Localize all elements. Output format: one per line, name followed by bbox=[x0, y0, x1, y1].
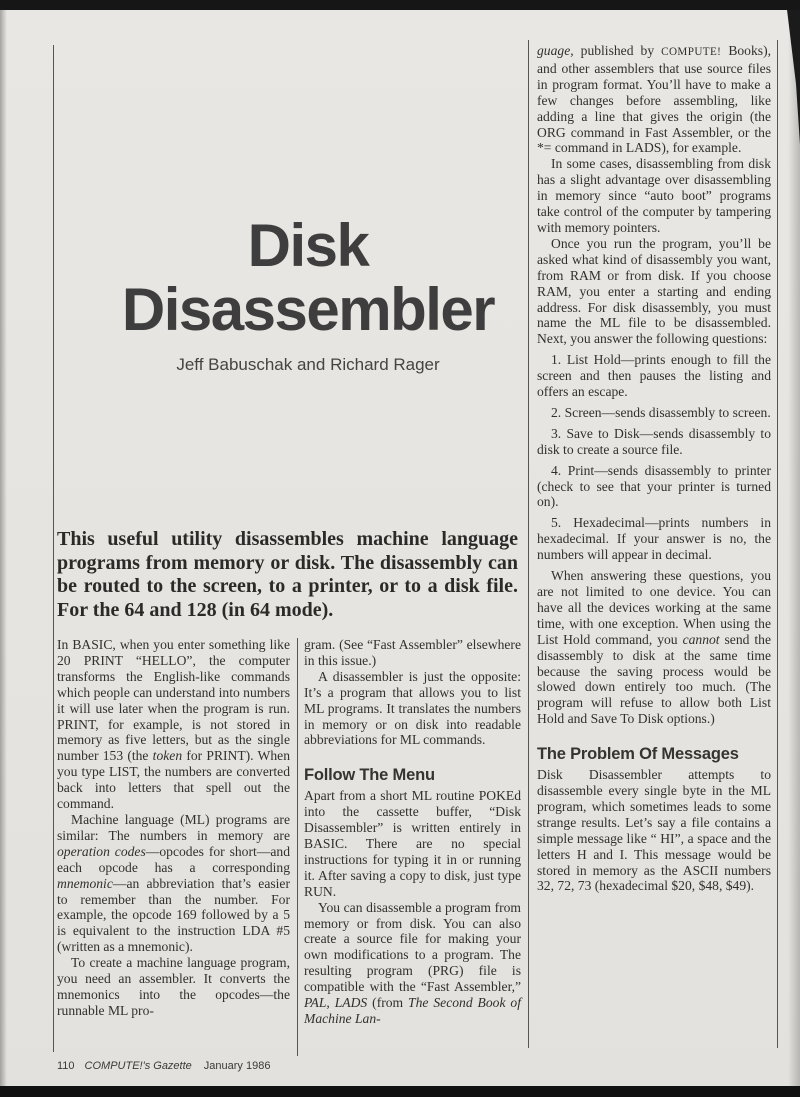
right-margin-rule bbox=[777, 40, 778, 1048]
paragraph: Disk Disassembler attempts to disassemble every single byte in the ML program, which sometimes leads to some strange results. Let’s say a file contains a simple message like “ HI”, a space and the letters H and I. This message would be stored in memory as the ASCII numbers 32, 72, 73 (hexadecimal $20, $48, $49). bbox=[537, 767, 771, 894]
paragraph: Once you run the program, you’ll be asked what kind of disassembly you want, from RAM or from disk. If you choose RAM, you enter a starting and ending address. For disk disassembly, you must name the ML file to be disassembled. Next, you answer the following questions: bbox=[537, 235, 771, 347]
paragraph: A disassembler is just the opposite: It’s a program that allows you to list ML programs. It translates the numbers in memory or on disk into readable abbreviations for ML commands. bbox=[304, 668, 521, 748]
scan-edge-top-bar bbox=[0, 0, 800, 10]
article-standfirst: This useful utility disassembles machine language programs from memory or disk. The disassembly can be routed to the screen, to a printer, or to a disk file. For the 64 and 128 (in 64 mode). bbox=[57, 528, 518, 621]
scan-edge-bottom-bar bbox=[0, 1086, 800, 1097]
article-title bbox=[78, 214, 538, 342]
body-column-3 bbox=[537, 43, 771, 1059]
paragraph: In some cases, disassembling from disk has a slight advantage over disassembling in memory since “auto boot” programs take control of the computer by tampering with memory pointers. bbox=[537, 156, 771, 235]
paragraph: 1. List Hold—prints enough to fill the screen and then pauses the listing and offers an escape. bbox=[537, 352, 771, 400]
scan-edge-corner bbox=[782, 10, 800, 145]
body-column-2 bbox=[304, 637, 521, 1061]
title-block bbox=[78, 214, 538, 375]
page-number: 110 bbox=[57, 1060, 75, 1072]
paragraph: Machine language (ML) programs are similar: The numbers in memory are operation codes—opcodes for short—and each opcode has a corresponding mnemonic—an abbreviation that’s easier to remember than the number. For example, the opcode 169 followed by a 5 is equivalent to the instruction LDA #5 (written as a mnemonic). bbox=[57, 811, 290, 955]
paragraph: 2. Screen—sends disassembly to screen. bbox=[551, 404, 771, 420]
paragraph: 3. Save to Disk—sends disassembly to disk to create a source file. bbox=[537, 425, 771, 457]
paragraph: To create a machine language program, you need an assembler. It converts the mnemonics into the opcodes—the runnable ML pro- bbox=[57, 955, 290, 1018]
magazine-name: COMPUTE!'s Gazette bbox=[84, 1060, 192, 1072]
section-heading: The Problem Of Messages bbox=[537, 745, 739, 764]
column-divider-rule bbox=[297, 638, 298, 1056]
byline: Jeff Babuschak and Richard Rager bbox=[176, 355, 440, 374]
article-title-line2: Disassembler bbox=[121, 276, 495, 343]
paragraph: 4. Print—sends disassembly to printer (check to see that your printer is turned on). bbox=[537, 462, 771, 510]
paragraph: In BASIC, when you enter something like 20 PRINT “HELLO”, the computer transforms the English-like commands which people can understand into numbers it will use later when the program is run. PRINT, for example, is not stored in memory as five letters, but as the single number 153 (the token for PRINT). When you type LIST, the numbers are converted back into letters that spell out the command. bbox=[57, 637, 290, 812]
article-title-line1: Disk bbox=[247, 212, 369, 279]
paragraph: You can disassemble a program from memory or from disk. You can also create a source file for making your own modifications to a program. The resulting program (PRG) file is compatible with the “Fast Assembler,” PAL, LADS (from The Second Book of Machine Lan- bbox=[304, 899, 521, 1026]
body-column-1 bbox=[57, 637, 290, 1061]
paragraph: 5. Hexadecimal—prints numbers in hexadecimal. If your answer is no, the numbers will appear in decimal. bbox=[537, 515, 771, 563]
paragraph: Apart from a short ML routine POKEd into the cassette buffer, “Disk Disassembler” is written entirely in BASIC. There are no special instructions for typing it in or running it. After saving a copy to disk, just type RUN. bbox=[304, 788, 521, 899]
page-footer bbox=[57, 1060, 270, 1072]
paragraph: guage, published by COMPUTE! Books), and other assemblers that use source files in program format. You’ll have to make a few changes before assembling, like adding a line that gives the origin (the ORG command in Fast Assembler, or the *= command in LADS), for example. bbox=[537, 43, 771, 156]
left-margin-rule bbox=[53, 45, 54, 1052]
section-heading: Follow The Menu bbox=[304, 766, 435, 785]
issue-date: January 1986 bbox=[203, 1060, 271, 1072]
column-divider-rule bbox=[528, 40, 529, 1048]
paragraph: gram. (See “Fast Assembler” elsewhere in this issue.) bbox=[304, 637, 521, 668]
paragraph: When answering these questions, you are not limited to one device. You can have all the devices working at the same time, with one exception. When using the List Hold command, you cannot send the disassembly to disk at the same time because the saving process would be slowed down entirely too much. (The program will refuse to allow both List Hold and Save To Disk options.) bbox=[537, 568, 771, 727]
